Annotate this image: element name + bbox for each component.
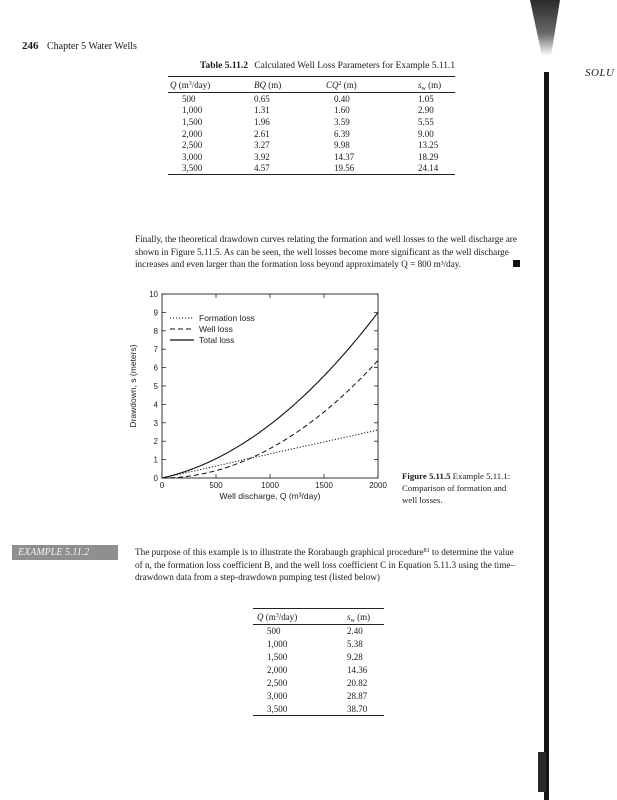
x-tick-label: 2000 <box>369 481 387 490</box>
paragraph-example <box>135 546 520 584</box>
table-row <box>253 689 384 702</box>
table-caption-text: Calculated Well Loss Parameters for Example 5.11.1 <box>254 61 456 71</box>
table-caption <box>200 61 455 71</box>
page-number: 246 <box>22 40 39 52</box>
y-tick-label: 8 <box>153 326 158 336</box>
table-cell: 14.36 <box>347 665 368 676</box>
x-tick-label: 1500 <box>315 481 333 490</box>
figure-caption-label: Figure 5.11.5 <box>402 471 451 481</box>
table-cell: 2,000 <box>267 665 288 676</box>
y-tick-label: 3 <box>153 418 158 428</box>
paragraph-text: Finally, the theoretical drawdown curves relating the formation and well losses to the well discharge are shown in Figure 5.11.5. As can be seen, the well losses become more significant as the well discharge increases and even larger than the formation loss beyond approximately Q = 800 m³/day. <box>135 234 517 269</box>
table-cell: 38.70 <box>347 702 384 715</box>
table-cell: 500 <box>182 93 196 104</box>
table-cell: 3,000 <box>267 690 288 701</box>
table-cell: 1,000 <box>182 105 203 116</box>
figure-caption <box>402 470 517 506</box>
table-cell: 5.55 <box>418 116 434 127</box>
table-row <box>253 664 384 677</box>
table-header-row <box>253 609 384 625</box>
table-row <box>253 651 384 664</box>
paragraph-discussion <box>135 233 520 271</box>
x-axis-label: Well discharge, Q (m³/day) <box>219 491 321 501</box>
table-row <box>168 151 455 163</box>
example-label: EXAMPLE 5.11.2 <box>12 545 118 560</box>
table-row <box>168 116 455 128</box>
col-header-cq2: $CQ^2$ (m) <box>326 77 412 93</box>
table-cell: 1.60 <box>334 105 350 116</box>
y-tick-label: 1 <box>153 455 158 465</box>
table-cell: 2.90 <box>418 105 434 116</box>
table-row <box>168 163 455 175</box>
table-cell: 1,500 <box>182 116 203 127</box>
table-cell: 3,500 <box>168 163 254 175</box>
table-cell: 0.65 <box>254 93 270 104</box>
table-cell: 9.28 <box>347 652 363 663</box>
table-cell: 2,000 <box>182 128 203 139</box>
table-cell: 1,500 <box>267 652 288 663</box>
series-line-well-loss <box>162 360 378 478</box>
y-tick-label: 5 <box>153 382 158 391</box>
table-cell: 2.61 <box>254 128 270 139</box>
figure-caption-text: Example 5.11.1: Comparison of formation and well losses. <box>402 471 511 505</box>
margin-text: SOLU <box>585 67 615 79</box>
page-edge-shadow-bottom <box>538 752 546 792</box>
plot-frame <box>162 294 378 478</box>
y-tick-label: 6 <box>153 363 158 373</box>
legend-label: Total loss <box>199 335 235 345</box>
table-cell: 3.27 <box>254 140 270 151</box>
table-cell: 18.29 <box>418 151 439 162</box>
table-cell: 13.25 <box>418 140 439 151</box>
table-cell: 2,500 <box>267 678 288 688</box>
table-cell: 4.57 <box>254 163 326 175</box>
table-row <box>253 625 384 638</box>
table-cell: 2.40 <box>347 626 363 637</box>
table-caption-label: Table 5.11.2 <box>200 61 248 71</box>
legend-label: Well loss <box>199 324 233 334</box>
table-cell: 9.98 <box>334 140 350 151</box>
table-cell: 6.39 <box>334 128 350 139</box>
table-cell: 14.37 <box>334 151 355 162</box>
table-cell: 19.56 <box>326 163 412 175</box>
table-row <box>253 677 384 690</box>
table-cell: 1,000 <box>267 639 288 650</box>
table-cell: 9.00 <box>418 128 434 139</box>
legend-label: Formation loss <box>199 313 255 323</box>
step-drawdown-table <box>253 608 384 716</box>
y-tick-label: 2 <box>153 437 158 447</box>
table-cell: 3,000 <box>182 151 203 162</box>
running-header <box>22 40 137 52</box>
table-row <box>253 702 384 715</box>
table-row <box>168 139 455 151</box>
table-row <box>253 638 384 651</box>
footnote-ref: 81 <box>423 548 430 554</box>
table-row <box>168 93 455 105</box>
page-edge-bar <box>544 72 549 800</box>
table-cell: 0.40 <box>334 93 350 104</box>
table-cell: 20.82 <box>347 678 368 688</box>
x-tick-label: 0 <box>159 481 165 490</box>
end-of-example-square <box>513 260 520 267</box>
table-cell: 1.05 <box>418 93 434 104</box>
table-cell: 500 <box>267 626 281 637</box>
series-line-total-loss <box>162 312 378 478</box>
x-tick-label: 1000 <box>261 481 279 490</box>
y-axis-label: Drawdown, s (meters) <box>128 344 138 428</box>
table-cell: 3.92 <box>254 151 270 162</box>
table-body <box>253 625 384 716</box>
page-edge-shadow-top <box>530 0 560 56</box>
paragraph-example-text-2: to determine the value of n, the formation loss coefficient B, and the well loss coefficient C in Equation 5.11.3 using the time–drawdown data from a step-drawdown pumping test (listed below) <box>135 547 516 582</box>
table-cell: 3,500 <box>253 702 347 715</box>
y-tick-label: 10 <box>149 290 158 299</box>
table-header-row <box>168 77 455 93</box>
x-tick-label: 500 <box>209 481 223 490</box>
table-row <box>168 105 455 117</box>
paragraph-example-text-1: The purpose of this example is to illustrate the Rorabaugh graphical procedure <box>135 547 424 557</box>
table-body <box>168 93 455 175</box>
col-header-sw: $s_w$ (m) <box>347 609 384 625</box>
drawdown-chart <box>120 282 420 512</box>
table-cell: 28.87 <box>347 690 368 701</box>
table-cell: 1.31 <box>254 105 270 116</box>
table-row <box>168 128 455 140</box>
table-cell: 3.59 <box>334 116 350 127</box>
col-header-q: Q $(m^3/day)$ <box>253 609 347 625</box>
y-tick-label: 7 <box>153 345 158 355</box>
table-cell: 24.14 <box>412 163 455 175</box>
table-cell: 5.38 <box>347 639 363 650</box>
table-cell: 1.96 <box>254 116 270 127</box>
y-tick-label: 4 <box>153 400 158 410</box>
series-line-formation-loss <box>162 430 378 478</box>
well-loss-table <box>168 76 455 175</box>
y-tick-label: 9 <box>153 308 158 318</box>
col-header-sw: $s_w$ (m) <box>412 77 455 93</box>
y-tick-label: 0 <box>153 474 158 483</box>
col-header-q: Q $(m^3/day)$ <box>168 77 254 93</box>
col-header-bq: BQ (m) <box>254 77 326 93</box>
table-cell: 2,500 <box>182 140 203 151</box>
running-head-text: Chapter 5 Water Wells <box>47 41 137 52</box>
